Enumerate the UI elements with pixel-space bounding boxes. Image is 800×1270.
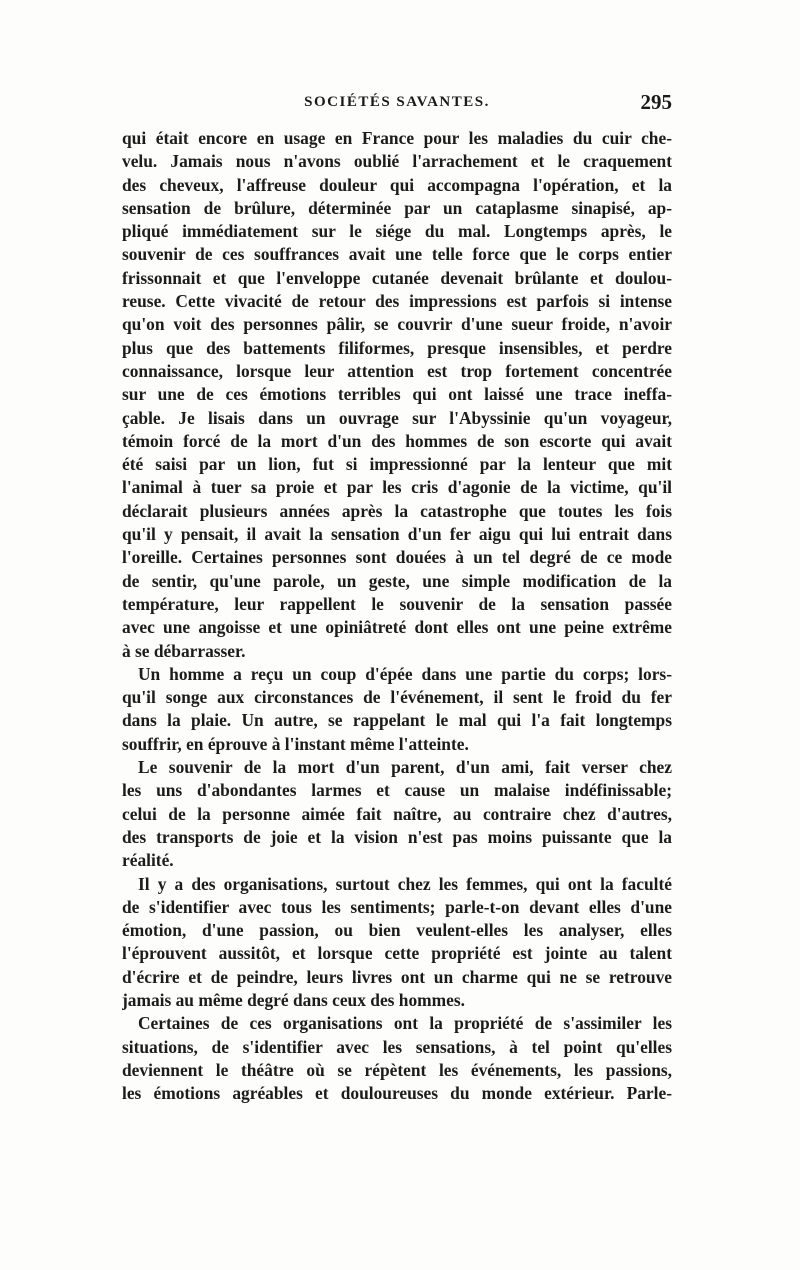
text-line: à se débarrasser. bbox=[122, 640, 246, 661]
text-line: l'oreille. Certaines personnes sont douées à un tel degré de ce mode bbox=[122, 547, 672, 568]
text-line: celui de la personne aimée fait naître, au contraire chez d'autres, bbox=[122, 803, 672, 824]
body-text bbox=[122, 127, 672, 1105]
text-line: Le souvenir de la mort d'un parent, d'un ami, fait verser chez bbox=[138, 757, 672, 778]
text-line: d'écrire et de peindre, leurs livres ont un charme qui ne se retrouve bbox=[122, 966, 672, 987]
page-number: 295 bbox=[640, 90, 672, 114]
text-line: des transports de joie et la vision n'est pas moins puissante que la bbox=[122, 826, 672, 847]
text-line: qu'il y pensait, il avait la sensation d'un fer aigu qui lui entrait dans bbox=[122, 524, 672, 545]
text-line: sensation de brûlure, déterminée par un cataplasme sinapisé, ap- bbox=[122, 197, 672, 218]
text-line: situations, de s'identifier avec les sensations, à tel point qu'elles bbox=[122, 1036, 672, 1057]
text-line: Il y a des organisations, surtout chez les femmes, qui ont la faculté bbox=[138, 873, 672, 894]
text-line: jamais au même degré dans ceux des hommes. bbox=[122, 989, 465, 1010]
text-line: l'animal à tuer sa proie et par les cris d'agonie de la victime, qu'il bbox=[122, 477, 672, 498]
text-line: qui était encore en usage en France pour les maladies du cuir che- bbox=[122, 128, 672, 148]
text-line: souvenir de ces souffrances avait une telle force que le corps entier bbox=[122, 244, 672, 265]
text-line: qu'il songe aux circonstances de l'événement, il sent le froid du fer bbox=[122, 687, 672, 708]
text-line: émotion, d'une passion, ou bien veulent-elles les analyser, elles bbox=[122, 920, 672, 941]
text-line: frissonnait et que l'enveloppe cutanée devenait brûlante et doulou- bbox=[122, 267, 672, 288]
text-line: l'éprouvent aussitôt, et lorsque cette propriété est jointe au talent bbox=[122, 943, 672, 964]
text-line: les émotions agréables et douloureuses du monde extérieur. Parle- bbox=[122, 1083, 672, 1104]
text-line: velu. Jamais nous n'avons oublié l'arrachement et le craquement bbox=[122, 151, 672, 172]
text-line: avec une angoisse et une opiniâtreté dont elles ont une peine extrême bbox=[122, 617, 672, 638]
text-line: les uns d'abondantes larmes et cause un malaise indéfinissable; bbox=[122, 780, 672, 801]
text-line: de s'identifier avec tous les sentiments; parle-t-on devant elles d'une bbox=[122, 896, 672, 917]
text-line: déclarait plusieurs années après la catastrophe que toutes les fois bbox=[122, 500, 672, 521]
text-line: qu'on voit des personnes pâlir, se couvrir d'une sueur froide, n'avoir bbox=[122, 314, 672, 335]
text-line: Certaines de ces organisations ont la propriété de s'assimiler les bbox=[138, 1013, 672, 1034]
text-line: température, leur rappellent le souvenir de la sensation passée bbox=[122, 593, 672, 614]
text-line: souffrir, en éprouve à l'instant même l'atteinte. bbox=[122, 733, 469, 754]
text-line: deviennent le théâtre où se répètent les événements, les passions, bbox=[122, 1059, 672, 1080]
text-line: des cheveux, l'affreuse douleur qui accompagna l'opération, et la bbox=[122, 174, 672, 195]
text-line: de sentir, qu'une parole, un geste, une simple modification de la bbox=[122, 570, 672, 591]
text-line: reuse. Cette vivacité de retour des impressions est parfois si intense bbox=[122, 291, 672, 312]
running-head bbox=[122, 90, 672, 116]
text-line: dans la plaie. Un autre, se rappelant le mal qui l'a fait longtemps bbox=[122, 710, 672, 731]
text-line: çable. Je lisais dans un ouvrage sur l'Abyssinie qu'un voyageur, bbox=[122, 407, 672, 428]
text-line: connaissance, lorsque leur attention est trop fortement concentrée bbox=[122, 360, 672, 381]
text-line: sur une de ces émotions terribles qui ont laissé une trace ineffa- bbox=[122, 384, 672, 405]
running-title: SOCIÉTÉS SAVANTES. bbox=[304, 94, 490, 110]
text-line: pliqué immédiatement sur le siége du mal. Longtemps après, le bbox=[122, 221, 672, 242]
text-line: réalité. bbox=[122, 850, 174, 871]
text-line: été saisi par un lion, fut si impressionné par la lenteur que mit bbox=[122, 454, 672, 475]
text-line: Un homme a reçu un coup d'épée dans une partie du corps; lors- bbox=[138, 663, 672, 684]
text-line: plus que des battements filiformes, presque insensibles, et perdre bbox=[122, 337, 672, 358]
text-line: témoin forcé de la mort d'un des hommes de son escorte qui avait bbox=[122, 430, 672, 451]
